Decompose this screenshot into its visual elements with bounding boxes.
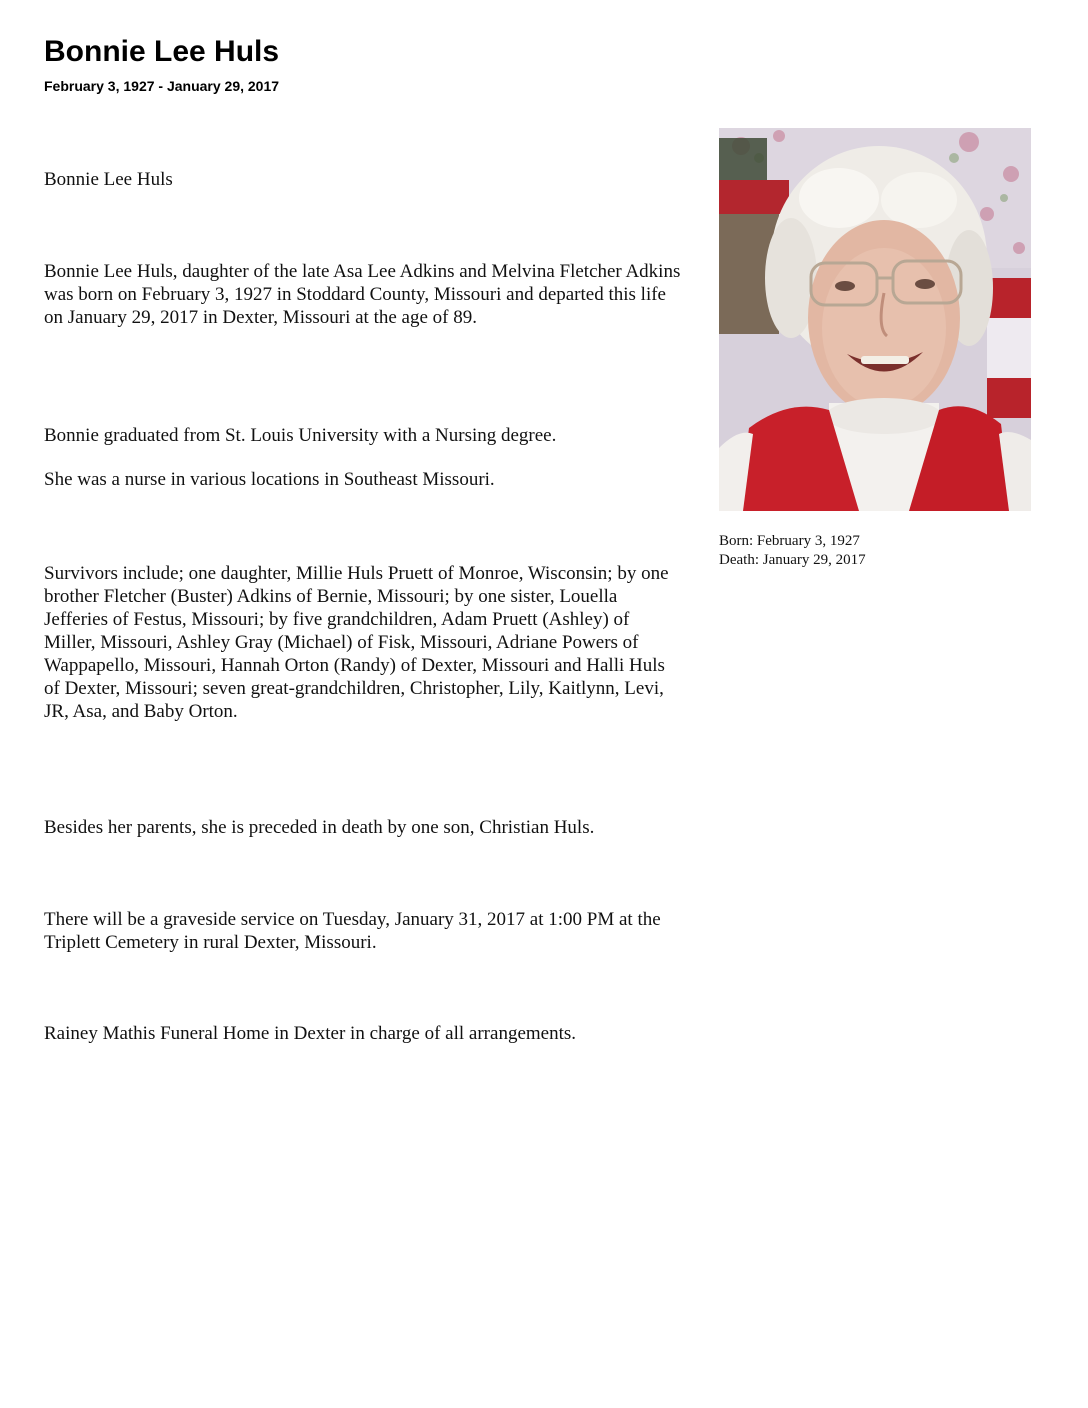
obituary-title-line: Bonnie Lee Huls xyxy=(44,169,173,190)
caption-born: Born: February 3, 1927 xyxy=(719,533,860,549)
life-dates: February 3, 1927 - January 29, 2017 xyxy=(44,78,280,94)
obituary-paragraph-service: There will be a graveside service on Tuesday, January 31, 2017 at 1:00 PM at the Triplett Cemetery in rural Dexter, Missouri. xyxy=(44,909,661,953)
photo-caption xyxy=(719,532,866,570)
obituary-paragraph-preceded: Besides her parents, she is preceded in death by one son, Christian Huls. xyxy=(44,817,595,838)
portrait-photo xyxy=(719,128,1031,511)
obituary-paragraph-education: Bonnie graduated from St. Louis University with a Nursing degree. xyxy=(44,425,557,446)
obituary-paragraph-career: She was a nurse in various locations in Southeast Missouri. xyxy=(44,469,495,490)
page-title: Bonnie Lee Huls xyxy=(44,35,280,68)
portrait-illustration xyxy=(719,128,1031,511)
obituary-paragraph-birth: Bonnie Lee Huls, daughter of the late Asa Lee Adkins and Melvina Fletcher Adkins was born on February 3, 1927 in Stoddard County, Missouri and departed this life on January 29, 2017 in Dexter, Missouri at the age of 89. xyxy=(44,261,681,328)
caption-death: Death: January 29, 2017 xyxy=(719,552,866,568)
obituary-paragraph-survivors: Survivors include; one daughter, Millie Huls Pruett of Monroe, Wisconsin; by one brother Fletcher (Buster) Adkins of Bernie, Missouri; by one sister, Louella Jefferies of Festus, Missouri; by five grandchildren, Adam Pruett (Ashley) of Miller, Missouri, Ashley Gray (Michael) of Fisk, Missouri, Adriane Powers of Wappapello, Missouri, Hannah Orton (Randy) of Dexter, Missouri and Halli Huls of Dexter, Missouri; seven great-grandchildren, Christopher, Lily, Kaitlynn, Levi, JR, Asa, and Baby Orton. xyxy=(44,563,669,722)
obituary-paragraph-arrangements: Rainey Mathis Funeral Home in Dexter in charge of all arrangements. xyxy=(44,1023,577,1044)
